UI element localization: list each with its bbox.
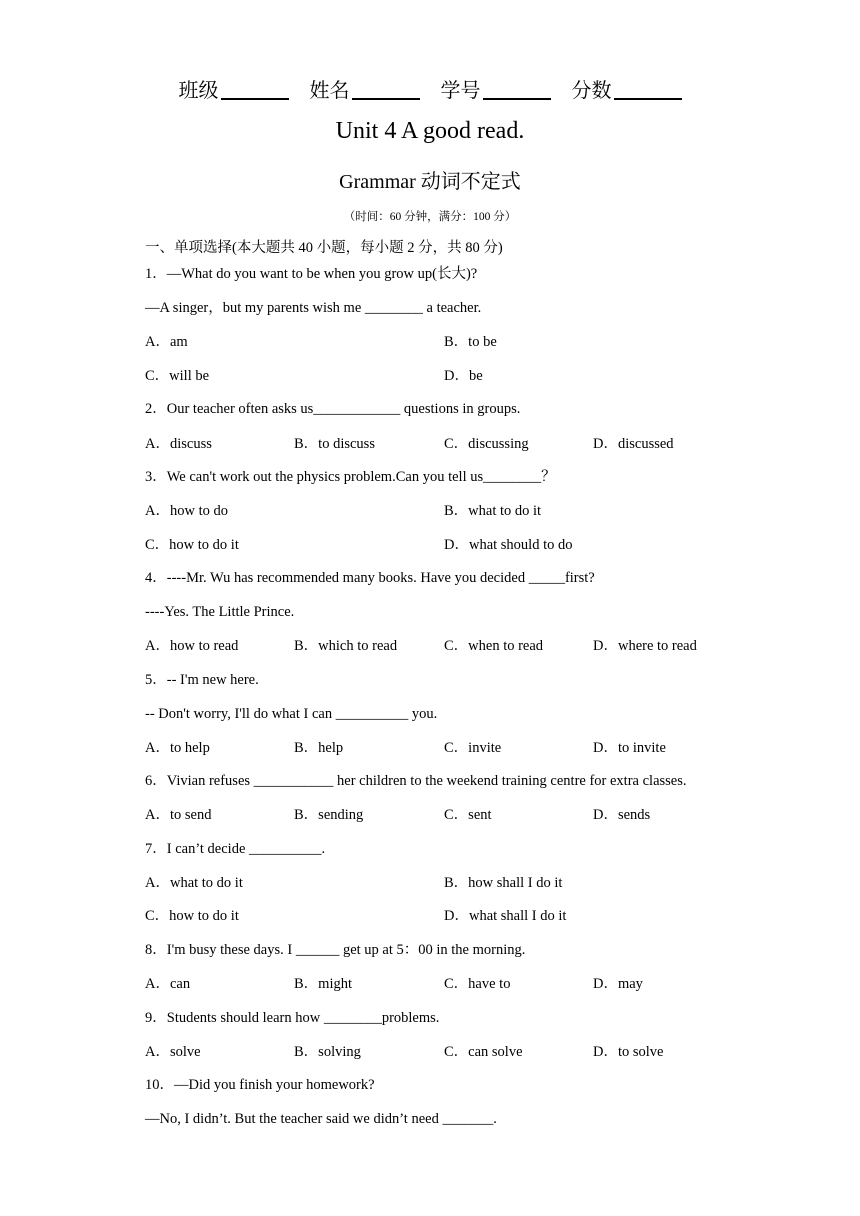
option-d[interactable]: D．what shall I do it bbox=[444, 908, 567, 924]
option-b[interactable]: B．solving bbox=[294, 1044, 361, 1060]
option-d[interactable]: D．to invite bbox=[593, 740, 666, 756]
option-a[interactable]: A．to help bbox=[145, 740, 210, 756]
option-c[interactable]: C．when to read bbox=[444, 638, 544, 654]
class-blank[interactable] bbox=[221, 98, 289, 100]
option-a[interactable]: A．how to read bbox=[145, 638, 239, 654]
option-c[interactable]: C．how to do it bbox=[145, 908, 239, 924]
page-subtitle: Grammar 动词不定式 bbox=[339, 171, 521, 193]
option-c[interactable]: C．discussing bbox=[444, 436, 529, 452]
option-b[interactable]: B．might bbox=[294, 976, 353, 992]
option-b[interactable]: B．help bbox=[294, 740, 344, 756]
option-a[interactable]: A．can bbox=[145, 976, 191, 992]
option-d[interactable]: D．may bbox=[593, 976, 643, 992]
question-line: 10．—Did you finish your homework? bbox=[145, 1077, 375, 1093]
question-line: 5．-- I'm new here. bbox=[145, 672, 259, 688]
option-c[interactable]: C．have to bbox=[444, 976, 511, 992]
student-info-line bbox=[0, 74, 860, 103]
option-a[interactable]: A．solve bbox=[145, 1044, 201, 1060]
exam-note: （时间：60 分钟，满分：100 分） bbox=[343, 211, 517, 223]
score-field[interactable] bbox=[572, 74, 682, 103]
name-label: 姓名 bbox=[309, 80, 350, 102]
option-a[interactable]: A．am bbox=[145, 334, 188, 350]
option-b[interactable]: B．sending bbox=[294, 807, 364, 823]
option-b[interactable]: B．what to do it bbox=[444, 503, 542, 519]
question-line: 8．I'm busy these days. I ______ get up at 5：00 in the morning. bbox=[145, 942, 526, 958]
option-d[interactable]: D．where to read bbox=[593, 638, 697, 654]
student-number-label: 学号 bbox=[440, 80, 481, 102]
class-label: 班级 bbox=[178, 80, 219, 102]
question-line: 2．Our teacher often asks us____________ questions in groups. bbox=[145, 401, 521, 417]
option-c[interactable]: C．can solve bbox=[444, 1044, 523, 1060]
option-c[interactable]: C．sent bbox=[444, 807, 492, 823]
student-number-field[interactable] bbox=[441, 74, 551, 103]
option-d[interactable]: D．sends bbox=[593, 807, 651, 823]
name-field[interactable] bbox=[310, 74, 420, 103]
question-line: ----Yes. The Little Prince. bbox=[145, 604, 295, 620]
score-blank[interactable] bbox=[614, 98, 682, 100]
option-c[interactable]: C．invite bbox=[444, 740, 502, 756]
option-d[interactable]: D．what should to do bbox=[444, 537, 573, 553]
question-line: -- Don't worry, I'll do what I can __________ you. bbox=[145, 706, 438, 722]
question-line: —A singer，but my parents wish me ________ a teacher. bbox=[145, 300, 482, 316]
option-a[interactable]: A．how to do bbox=[145, 503, 228, 519]
option-b[interactable]: B．how shall I do it bbox=[444, 875, 563, 891]
section-heading: 一、单项选择(本大题共 40 小题，每小题 2 分，共 80 分) bbox=[145, 240, 503, 256]
option-c[interactable]: C．will be bbox=[145, 368, 210, 384]
option-d[interactable]: D．to solve bbox=[593, 1044, 664, 1060]
question-line: 9．Students should learn how ________problems. bbox=[145, 1010, 440, 1026]
option-b[interactable]: B．which to read bbox=[294, 638, 398, 654]
option-a[interactable]: A．to send bbox=[145, 807, 212, 823]
question-line: 1．—What do you want to be when you grow up(长大)? bbox=[145, 266, 478, 282]
class-field[interactable] bbox=[179, 74, 289, 103]
question-line: 3．We can't work out the physics problem.Can you tell us________？ bbox=[145, 469, 556, 485]
option-b[interactable]: B．to discuss bbox=[294, 436, 375, 452]
score-label: 分数 bbox=[571, 80, 612, 102]
student-number-blank[interactable] bbox=[483, 98, 551, 100]
option-b[interactable]: B．to be bbox=[444, 334, 497, 350]
page-title: Unit 4 A good read. bbox=[335, 118, 525, 144]
option-c[interactable]: C．how to do it bbox=[145, 537, 239, 553]
question-line: 6．Vivian refuses ___________ her children to the weekend training centre for extra classes. bbox=[145, 773, 687, 789]
option-d[interactable]: D．discussed bbox=[593, 436, 674, 452]
question-line: —No, I didn’t. But the teacher said we didn’t need _______. bbox=[145, 1111, 497, 1127]
question-line: 4．----Mr. Wu has recommended many books. Have you decided _____first? bbox=[145, 570, 595, 586]
option-a[interactable]: A．what to do it bbox=[145, 875, 243, 891]
name-blank[interactable] bbox=[352, 98, 420, 100]
option-a[interactable]: A．discuss bbox=[145, 436, 212, 452]
option-d[interactable]: D．be bbox=[444, 368, 483, 384]
question-line: 7．I can’t decide __________. bbox=[145, 841, 326, 857]
